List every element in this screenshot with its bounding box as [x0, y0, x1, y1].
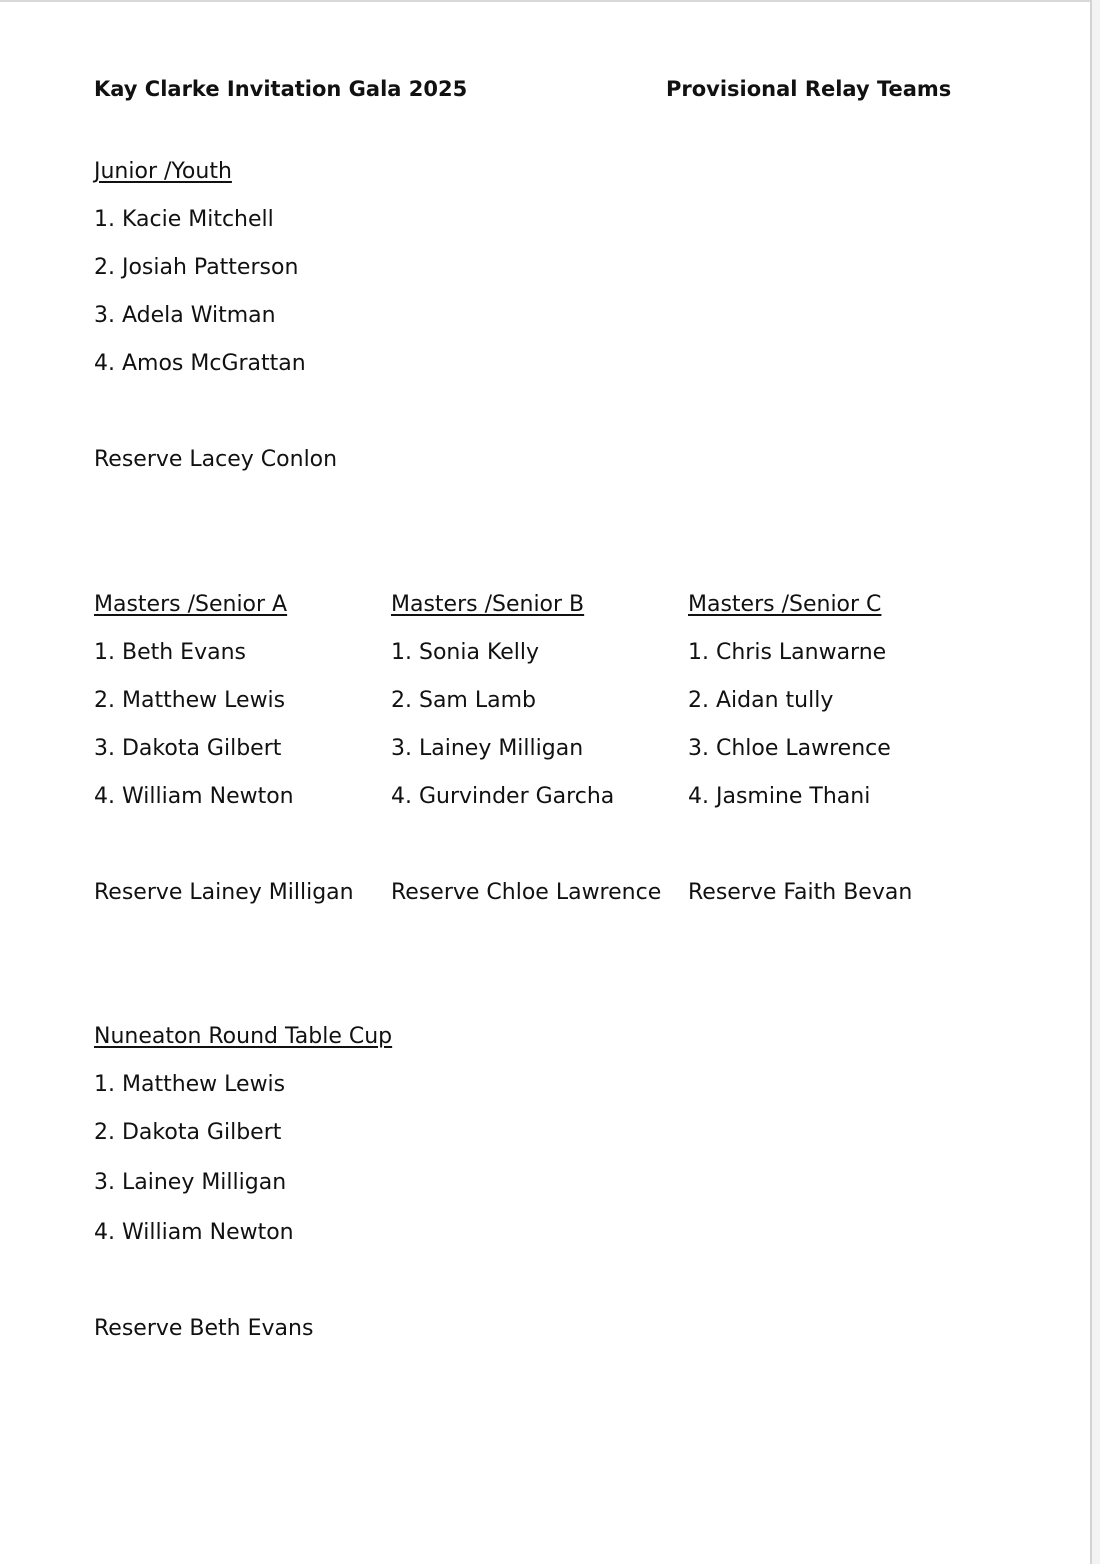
team-member: 3. Lainey Milligan: [94, 1170, 287, 1195]
reserve-member: Reserve Lainey Milligan: [94, 880, 354, 905]
team-member: 4. William Newton: [94, 784, 294, 809]
section-heading: Nuneaton Round Table Cup: [94, 1024, 393, 1049]
team-member: 2. Sam Lamb: [391, 688, 536, 713]
team-member: 4. Jasmine Thani: [688, 784, 871, 809]
reserve-member: Reserve Chloe Lawrence: [391, 880, 662, 905]
team-member: 1. Beth Evans: [94, 640, 246, 665]
team-member: 3. Lainey Milligan: [391, 736, 584, 761]
section-heading: Masters /Senior B: [391, 592, 585, 617]
team-member: 2. Matthew Lewis: [94, 688, 286, 713]
team-member: 2. Aidan tully: [688, 688, 834, 713]
team-member: 1. Chris Lanwarne: [688, 640, 887, 665]
team-member: 3. Adela Witman: [94, 303, 276, 328]
page-top-edge: [0, 0, 1090, 2]
viewer-margin: [1092, 0, 1100, 1564]
section-heading: Junior /Youth: [94, 159, 232, 184]
team-member: 3. Dakota Gilbert: [94, 736, 282, 761]
document-subtitle: Provisional Relay Teams: [666, 77, 952, 101]
team-member: 1. Kacie Mitchell: [94, 207, 274, 232]
section-heading: Masters /Senior C: [688, 592, 882, 617]
section-heading: Masters /Senior A: [94, 592, 288, 617]
team-member: 1. Matthew Lewis: [94, 1072, 286, 1097]
team-member: 1. Sonia Kelly: [391, 640, 540, 665]
team-member: 4. Gurvinder Garcha: [391, 784, 615, 809]
team-member: 2. Dakota Gilbert: [94, 1120, 282, 1145]
reserve-member: Reserve Faith Bevan: [688, 880, 913, 905]
document-title: Kay Clarke Invitation Gala 2025: [94, 77, 468, 101]
team-member: 4. Amos McGrattan: [94, 351, 306, 376]
team-member: 2. Josiah Patterson: [94, 255, 299, 280]
team-member: 4. William Newton: [94, 1220, 294, 1245]
reserve-member: Reserve Lacey Conlon: [94, 447, 338, 472]
reserve-member: Reserve Beth Evans: [94, 1316, 314, 1341]
team-member: 3. Chloe Lawrence: [688, 736, 891, 761]
